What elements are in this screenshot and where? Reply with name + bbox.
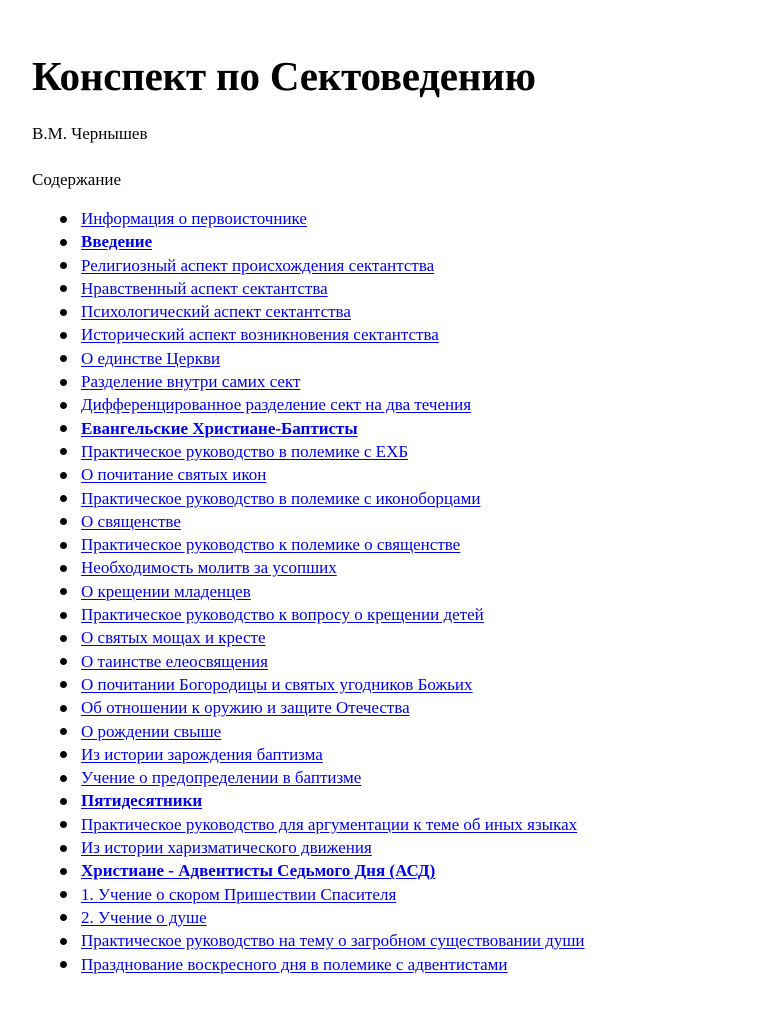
- bullet-icon: [60, 332, 67, 339]
- toc-link[interactable]: Христиане - Адвентисты Седьмого Дня (АСД): [81, 861, 436, 881]
- bullet-icon: [60, 402, 67, 409]
- toc-link[interactable]: О священстве: [81, 511, 181, 531]
- bullet-icon: [60, 495, 67, 502]
- toc-item: [32, 580, 768, 603]
- toc-link[interactable]: Практическое руководство для аргументации к теме об иных языках: [81, 814, 578, 834]
- toc-link[interactable]: О единстве Церкви: [81, 348, 221, 368]
- toc-item: [32, 836, 768, 859]
- toc-link[interactable]: О почитание святых икон: [81, 465, 267, 485]
- toc-item: [32, 766, 768, 789]
- toc-link[interactable]: 1. Учение о скором Пришествии Спасителя: [81, 884, 397, 904]
- toc-item: [32, 696, 768, 719]
- author-name: В.М. Чернышев: [32, 124, 148, 143]
- bullet-icon: [60, 681, 67, 688]
- bullet-icon: [60, 448, 67, 455]
- toc-item: [32, 603, 768, 626]
- toc-item: [32, 417, 768, 440]
- bullet-icon: [60, 914, 67, 921]
- bullet-icon: [60, 775, 67, 782]
- toc-item: [32, 347, 768, 370]
- toc-item: [32, 556, 768, 579]
- toc-item: [32, 859, 768, 882]
- toc-link[interactable]: О таинстве елеосвящения: [81, 651, 268, 671]
- toc-link[interactable]: Практическое руководство на тему о загробном существовании души: [81, 931, 585, 951]
- toc-item: [32, 743, 768, 766]
- toc-link[interactable]: Разделение внутри самих сект: [81, 372, 301, 392]
- toc-link[interactable]: Психологический аспект сектантства: [81, 302, 351, 322]
- toc-item: [32, 230, 768, 253]
- toc-item: [32, 300, 768, 323]
- toc-link[interactable]: Практическое руководство в полемике с ЕХБ: [81, 441, 409, 461]
- bullet-icon: [60, 262, 67, 269]
- toc-item: [32, 463, 768, 486]
- bullet-icon: [60, 705, 67, 712]
- toc-item: [32, 650, 768, 673]
- toc-item: [32, 626, 768, 649]
- toc-item: [32, 254, 768, 277]
- bullet-icon: [60, 239, 67, 246]
- toc-item: [32, 487, 768, 510]
- bullet-icon: [60, 938, 67, 945]
- toc-item: [32, 323, 768, 346]
- toc-link[interactable]: Практическое руководство к полемике о священстве: [81, 535, 461, 555]
- bullet-icon: [60, 868, 67, 875]
- toc-item: [32, 673, 768, 696]
- toc-link[interactable]: О рождении свыше: [81, 721, 222, 741]
- bullet-icon: [60, 635, 67, 642]
- bullet-icon: [60, 542, 67, 549]
- bullet-icon: [60, 216, 67, 223]
- toc-item: [32, 440, 768, 463]
- toc-link[interactable]: Необходимость молитв за усопших: [81, 558, 337, 578]
- bullet-icon: [60, 355, 67, 362]
- toc-link[interactable]: Пятидесятники: [81, 791, 203, 811]
- toc-item: [32, 720, 768, 743]
- toc-link[interactable]: Исторический аспект возникновения сектантства: [81, 325, 439, 345]
- contents-heading: Содержание: [32, 170, 122, 189]
- toc-link[interactable]: Из истории зарождения баптизма: [81, 744, 323, 764]
- bullet-icon: [60, 821, 67, 828]
- bullet-icon: [60, 961, 67, 968]
- toc-link[interactable]: О почитании Богородицы и святых угодников Божьих: [81, 674, 473, 694]
- toc-item: [32, 883, 768, 906]
- bullet-icon: [60, 658, 67, 665]
- bullet-icon: [60, 845, 67, 852]
- toc-link[interactable]: Нравственный аспект сектантства: [81, 278, 328, 298]
- table-of-contents: [32, 207, 768, 976]
- toc-link[interactable]: Дифференцированное разделение сект на два течения: [81, 395, 472, 415]
- bullet-icon: [60, 751, 67, 758]
- bullet-icon: [60, 588, 67, 595]
- toc-link[interactable]: О святых мощах и кресте: [81, 628, 266, 648]
- toc-link[interactable]: 2. Учение о душе: [81, 907, 207, 927]
- toc-link[interactable]: Об отношении к оружию и защите Отечества: [81, 698, 410, 718]
- toc-item: [32, 207, 768, 230]
- toc-item: [32, 510, 768, 533]
- bullet-icon: [60, 425, 67, 432]
- toc-item: [32, 929, 768, 952]
- toc-link[interactable]: Из истории харизматического движения: [81, 838, 372, 858]
- toc-item: [32, 277, 768, 300]
- bullet-icon: [60, 891, 67, 898]
- bullet-icon: [60, 518, 67, 525]
- bullet-icon: [60, 472, 67, 479]
- bullet-icon: [60, 379, 67, 386]
- toc-item: [32, 813, 768, 836]
- page-title: Конспект по Сектоведению: [32, 53, 536, 99]
- toc-item: [32, 393, 768, 416]
- toc-link[interactable]: Празднование воскресного дня в полемике с адвентистами: [81, 954, 508, 974]
- toc-item: [32, 906, 768, 929]
- toc-link[interactable]: Религиозный аспект происхождения сектантства: [81, 255, 435, 275]
- bullet-icon: [60, 612, 67, 619]
- toc-link[interactable]: Практическое руководство в полемике с иконоборцами: [81, 488, 481, 508]
- bullet-icon: [60, 565, 67, 572]
- bullet-icon: [60, 798, 67, 805]
- bullet-icon: [60, 728, 67, 735]
- bullet-icon: [60, 285, 67, 292]
- bullet-icon: [60, 309, 67, 316]
- toc-link[interactable]: Информация о первоисточнике: [81, 209, 307, 228]
- toc-link[interactable]: О крещении младенцев: [81, 581, 251, 601]
- toc-link[interactable]: Введение: [81, 232, 153, 252]
- toc-item: [32, 789, 768, 812]
- toc-item: [32, 953, 768, 976]
- toc-link[interactable]: Евангельские Христиане-Баптисты: [81, 418, 358, 438]
- toc-item: [32, 533, 768, 556]
- toc-link[interactable]: Учение о предопределении в баптизме: [81, 768, 362, 788]
- toc-link[interactable]: Практическое руководство к вопросу о крещении детей: [81, 605, 484, 625]
- toc-item: [32, 370, 768, 393]
